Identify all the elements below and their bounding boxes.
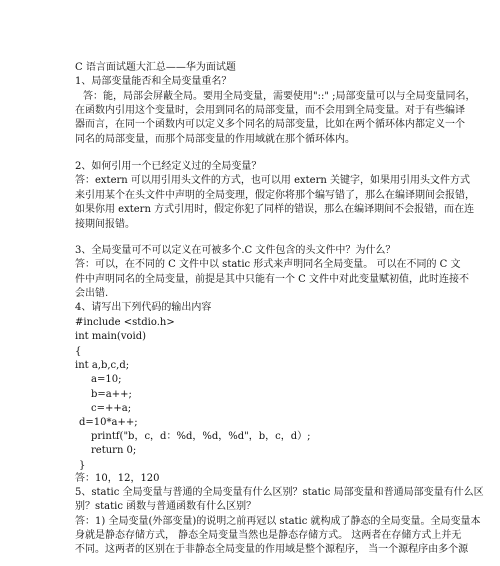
code-main: int main(void) bbox=[75, 331, 146, 342]
answer-3-line-3: 会出错. bbox=[75, 288, 109, 299]
code-line-6: return 0; bbox=[91, 445, 137, 456]
answer-5-line-1: 答：1) 全局变量(外部变量)的说明之前再冠以 static 就构成了静态的全局变量。全局变量本 bbox=[75, 516, 481, 527]
code-include: #include <stdio.h> bbox=[75, 317, 175, 328]
code-line-4: d=10*a++; bbox=[79, 417, 138, 428]
code-close-brace: } bbox=[79, 460, 86, 471]
answer-1-line-4: 同名的局部变量，而那个局部变量的作用域就在那个循环体内。 bbox=[75, 134, 355, 145]
document-title: C 语言面试题大汇总——华为面试题 bbox=[75, 62, 236, 73]
answer-5-line-2: 身就是静态存储方式， 静态全局变量当然也是静态存储方式。 这两者在存储方式上并无 bbox=[75, 530, 462, 541]
code-declaration: int a,b,c,d; bbox=[75, 360, 130, 371]
question-2: 2、如何引用一个已经定义过的全局变量？ bbox=[75, 161, 262, 172]
answer-2-line-3: 如果你用 extern 方式引用时，假定你犯了同样的错误，那么在编译期间不会报错，而在连 bbox=[75, 204, 475, 215]
answer-2-line-4: 接期间报错。 bbox=[75, 219, 135, 230]
answer-1-line-3: 器而言，在同一个函数内可以定义多个同名的局部变量，比如在两个循环体内都定义一个 bbox=[75, 119, 465, 130]
answer-1-line-2: 在函数内引用这个变量时，会用到同名的局部变量，而不会用到全局变量。对于有些编译 bbox=[75, 105, 465, 116]
answer-3-line-1: 答：可以，在不同的 C 文件中以 static 形式来声明同名全局变量。 可以在不同的 C 文 bbox=[75, 259, 461, 270]
answer-4: 答：10，12，120 bbox=[75, 473, 160, 484]
code-line-1: a=10; bbox=[91, 374, 122, 385]
answer-3-line-2: 件中声明同名的全局变量，前提是其中只能有一个 C 文件中对此变量赋初值，此时连接不 bbox=[75, 274, 470, 285]
code-open-brace: { bbox=[75, 346, 82, 357]
answer-1-line-1: 答：能，局部会屏蔽全局。要用全局变量，需要使用"::" ;局部变量可以与全局变量同名， bbox=[83, 91, 476, 102]
code-line-2: b=a++; bbox=[91, 389, 132, 400]
answer-2-line-2: 来引用某个在头文件中声明的全局变理，假定你将那个编写错了，那么在编译期间会报错， bbox=[75, 190, 475, 201]
question-5-line-2: 别？static 函数与普通函数有什么区别？ bbox=[75, 501, 257, 512]
code-line-5: printf("b，c，d：%d，%d，%d"，b，c，d）; bbox=[91, 431, 311, 442]
answer-5-line-3: 不同。这两者的区别在于非静态全局变量的作用域是整个源程序， 当一个源程序由多个源 bbox=[75, 544, 469, 555]
question-1: 1、局部变量能否和全局变量重名？ bbox=[75, 76, 232, 87]
question-5-line-1: 5、static 全局变量与普通的全局变量有什么区别？static 局部变量和普通局部变量有什么区 bbox=[75, 487, 484, 498]
question-3: 3、全局变量可不可以定义在可被多个.C 文件包含的头文件中？为什么？ bbox=[75, 245, 396, 256]
answer-2-line-1: 答：extern 可以用引用头文件的方式，也可以用 extern 关键字，如果用引用头文件方式 bbox=[75, 175, 470, 186]
code-line-3: c=++a; bbox=[91, 403, 132, 414]
question-4: 4、请写出下列代码的输出内容 bbox=[75, 302, 212, 313]
